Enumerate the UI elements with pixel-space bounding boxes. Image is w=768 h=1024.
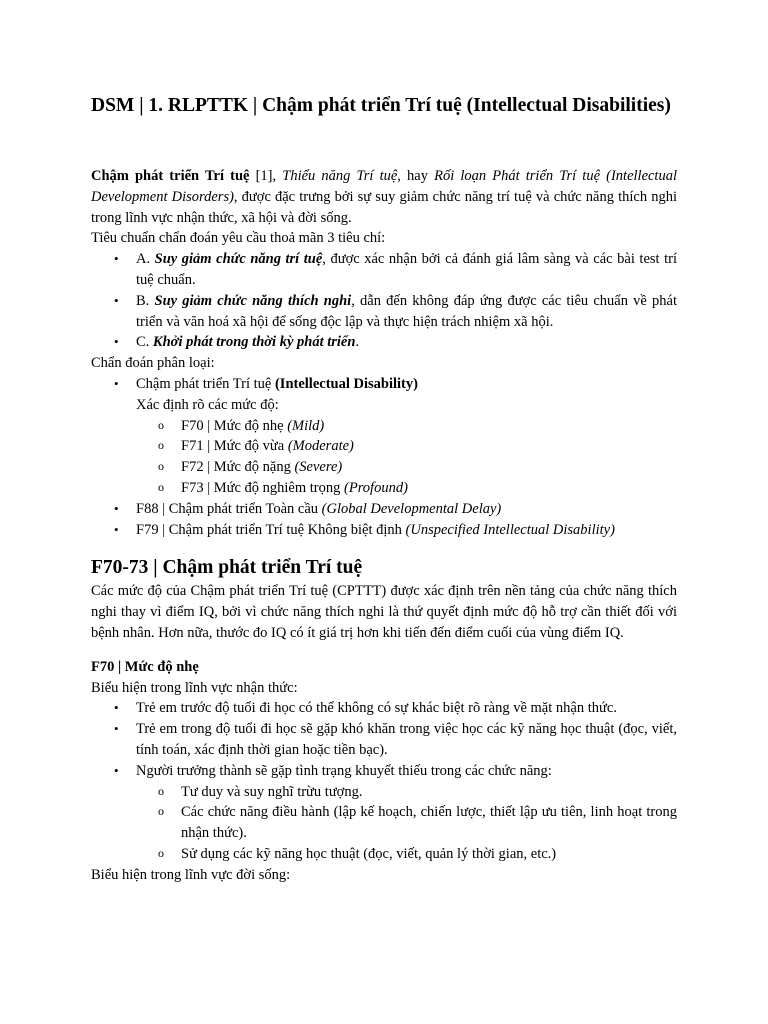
cognitive-item-text: Trẻ em trong độ tuổi đi học sẽ gặp khó khăn trong việc học các kỹ năng học thuật (đọc, viết, tính toán, xác định thời gian hoặc tiền bạc). [136,721,677,758]
cognitive-list [91,698,677,781]
subsection-heading-f70: F70 | Mức độ nhẹ [91,658,199,675]
circle-bullet-icon: o [158,417,164,432]
adult-sublist [91,782,677,865]
cognitive-item [91,719,677,761]
level-english: (Mild) [287,417,325,434]
level-code: F71 | Mức độ vừa [181,438,288,455]
circle-bullet-icon: o [158,438,164,453]
level-code: F72 | Mức độ nặng [181,459,295,476]
document-title: DSM | 1. RLPTTK | Chậm phát triển Trí tuệ (Intellectual Disabilities) [91,95,671,116]
circle-bullet-icon: o [158,845,164,860]
levels-intro: Xác định rõ các mức độ: [136,396,279,413]
circle-bullet-icon: o [158,459,164,474]
section-heading-f70-73: F70-73 | Chậm phát triển Trí tuệ [91,557,363,579]
adult-subitem [136,844,677,865]
intro-text-2: , hay [397,168,435,184]
circle-bullet-icon: o [158,804,164,819]
level-english: (Severe) [294,459,343,476]
adult-subitem [136,782,677,803]
section-paragraph: Các mức độ của Chậm phát triển Trí tuệ (CPTTT) được xác định trên nền tảng của chức năng thích nghi thay vì điểm IQ, bởi vì chức năng thích nghi là thứ quyết định mức độ hỗ trợ cần thiết đối với bệnh nhân. Hơn nữa, thước đo IQ có ít giá trị hơn khi tiến đến điểm cuối của vùng điểm IQ. [91,583,677,641]
classification-list [91,374,677,395]
bullet-icon: • [114,700,119,716]
classification-text: F88 | Chậm phát triển Toàn cầu [136,500,322,517]
circle-bullet-icon: o [158,783,164,798]
classification-list-2 [91,499,677,541]
bullet-icon: • [114,292,119,308]
intro-term-italic-2: Rối loạn Phát triển Trí tuệ (Intellectual Development Disorders) [91,168,677,205]
adult-subitem [136,802,677,844]
criteria-intro: Tiêu chuẩn chẩn đoán yêu cầu thoả mãn 3 tiêu chí: [91,230,386,247]
criteria-prefix: C. [136,334,153,351]
cognitive-item [91,698,677,719]
classification-text: F79 | Chậm phát triển Trí tuệ Không biệt định [136,521,406,538]
circle-bullet-icon: o [158,479,164,494]
level-item [136,416,677,437]
level-english: (Profound) [344,479,408,496]
criteria-prefix: B. [136,292,155,309]
classification-intro: Chẩn đoán phân loại: [91,355,215,372]
criteria-emphasis: Suy giảm chức năng thích nghi [154,292,352,309]
criteria-emphasis: Khởi phát trong thời kỳ phát triển [152,334,356,351]
classification-item-id [91,374,677,395]
criteria-text: , dẫn đến không đáp ứng được các tiêu chuẩn về phát triển và văn hoá xã hội để sống độc lập và thực hiện trách nhiệm xã hội. [136,292,678,330]
intro-term-italic-1: Thiểu năng Trí tuệ [282,168,398,184]
adult-subitem-text: Các chức năng điều hành (lập kế hoạch, chiến lược, thiết lập ưu tiên, linh hoạt trong nhận thức). [181,804,677,842]
bullet-icon: • [114,500,119,516]
criteria-text: . [355,334,360,351]
intro-text-3: , được đặc trưng bởi sự suy giảm chức năng trí tuệ và chức năng thích nghi trong lĩnh vực nhận thức, xã hội và đời sống. [91,188,677,226]
criteria-list [91,249,677,353]
level-item [136,457,677,478]
cognitive-item [91,761,677,782]
criteria-item-b [91,291,677,333]
classification-english: (Unspecified Intellectual Disability) [405,521,615,538]
bullet-icon: • [114,721,119,737]
cognitive-item-text: Người trưởng thành sẽ gặp tình trạng khuyết thiếu trong các chức năng: [136,762,552,779]
criteria-item-a [91,249,677,291]
document-body [91,166,677,886]
level-english: (Moderate) [287,438,354,455]
level-item [136,436,677,457]
classification-text: Chậm phát triển Trí tuệ [136,375,275,392]
bullet-icon: • [114,521,119,537]
adult-subitem-text: Tư duy và suy nghĩ trừu tượng. [181,783,363,800]
cognitive-item-text: Trẻ em trước độ tuổi đi học có thể không có sự khác biệt rõ ràng về mặt nhận thức. [136,700,617,717]
classification-item-gdd [91,499,677,520]
criteria-prefix: A. [136,251,155,268]
level-code: F70 | Mức độ nhẹ [181,417,288,434]
criteria-item-c [91,332,677,353]
bullet-icon: • [114,334,119,350]
levels-list [91,416,677,499]
daily-life-intro: Biểu hiện trong lĩnh vực đời sống: [91,866,291,883]
criteria-emphasis: Suy giảm chức năng trí tuệ [154,251,323,268]
intro-paragraph [91,166,677,228]
level-code: F73 | Mức độ nghiêm trọng [181,479,345,496]
criteria-text: , được xác nhận bởi cả đánh giá lâm sàng và các bài test trí tuệ chuẩn. [136,251,677,288]
bullet-icon: • [114,375,119,391]
level-item [136,478,677,499]
cognitive-intro: Biểu hiện trong lĩnh vực nhận thức: [91,679,298,696]
bullet-icon: • [114,762,119,778]
classification-english: (Intellectual Disability) [274,375,418,392]
intro-text-1: [1], [249,168,283,184]
classification-english: (Global Developmental Delay) [321,500,502,517]
adult-subitem-text: Sử dụng các kỹ năng học thuật (đọc, viết, quản lý thời gian, etc.) [181,845,557,862]
classification-item-unspecified [91,520,677,541]
intro-term-bold: Chậm phát triển Trí tuệ [91,168,250,184]
bullet-icon: • [114,251,119,267]
